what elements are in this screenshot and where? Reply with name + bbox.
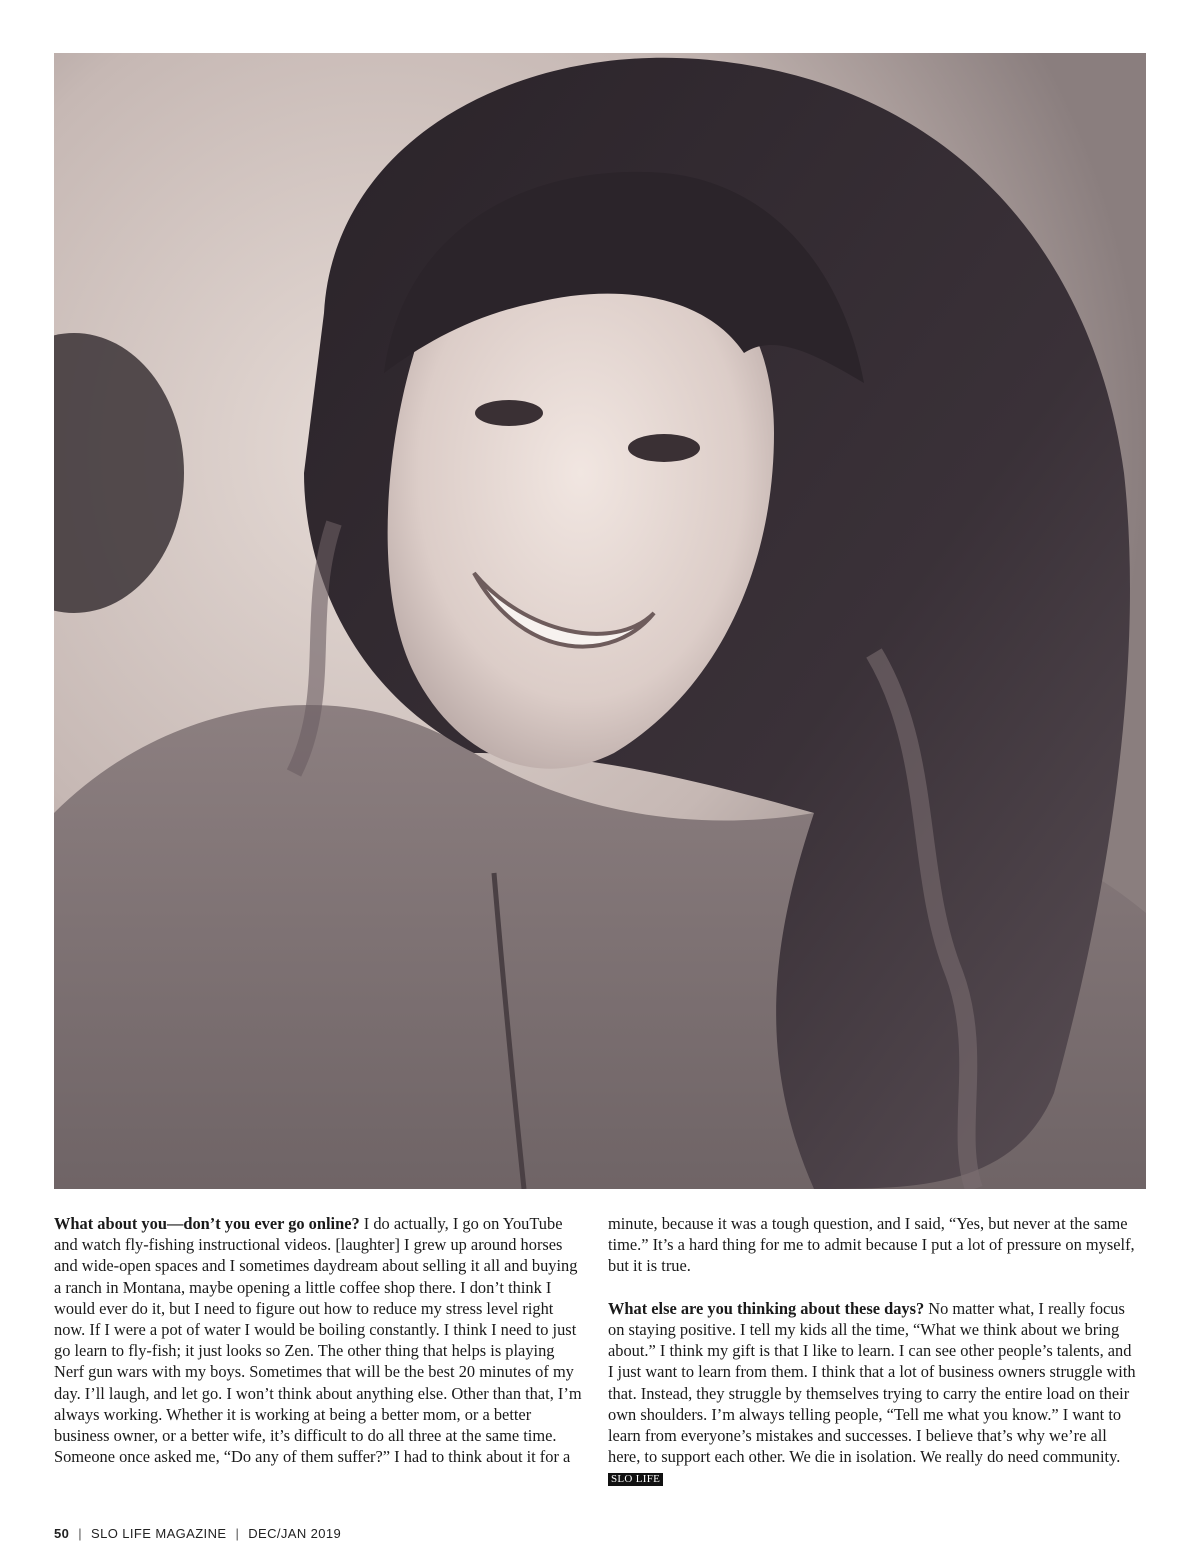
interview-question: What else are you thinking about these days? — [608, 1298, 925, 1318]
article-body — [54, 1213, 1146, 1513]
page-number: 50 — [54, 1526, 70, 1541]
footer-separator: | — [235, 1526, 240, 1541]
interview-answer: I do actually, I go on YouTube and watch fly-fishing instructional videos. [laughter] I grew up around horses and wide-open spaces and I sometimes daydream about selling it all and buying a ranch in Montana, maybe opening a little coffee shop there. I don’t think I would ever do it, but I need to figure out how to reduce my stress level right now. If I were a pot of water I would be boiling constantly. I think I need to just go learn to fly-fish; it just looks so Zen. The other thing that helps is playing Nerf gun wars with my boys. Sometimes that will be the best 20 minutes of my day. I’ll laugh, and let go. I won’t think about anything else. Other than that, I’m always working. Whether it is working at being a better mom, or a better business owner, or a better wife, it’s difficult to do all three at the same time. Someone once asked me, “Do any of them suffer?” I had to think about it for a — [54, 1214, 582, 1467]
paragraph — [54, 1213, 586, 1467]
interview-answer: No matter what, I really focus on staying positive. I tell my kids all the time, “What we think about we bring about.” I think my gift is that I like to learn. I can see other people’s talents, and I just want to learn from them. I think that a lot of business owners struggle with that. Instead, they struggle by themselves trying to carry the entire load on their own shoulders. I’m always telling people, “Tell me what you know.” I want to learn from everyone’s mistakes and successes. I believe that’s why we’re all here, to support each other. We die in isolation. We really do need community. — [608, 1298, 1136, 1467]
left-column — [54, 1213, 586, 1467]
interview-question: What about you—don’t you ever go online? — [54, 1214, 360, 1233]
interview-answer: minute, because it was a tough question, and I said, “Yes, but never at the same time.” It’s a hard thing for me to admit because I put a lot of pressure on myself, but it is true. — [608, 1214, 1135, 1276]
paragraph — [608, 1298, 1140, 1489]
end-mark-logo: SLO LIFE — [608, 1473, 663, 1486]
paragraph — [608, 1213, 1140, 1277]
publication-name: SLO LIFE MAGAZINE — [91, 1526, 227, 1541]
portrait-photo — [54, 53, 1146, 1189]
page-footer — [54, 1526, 341, 1544]
portrait-illustration — [54, 53, 1146, 1189]
issue-date: DEC/JAN 2019 — [248, 1526, 342, 1541]
right-column — [608, 1213, 1140, 1489]
footer-separator: | — [78, 1526, 83, 1541]
